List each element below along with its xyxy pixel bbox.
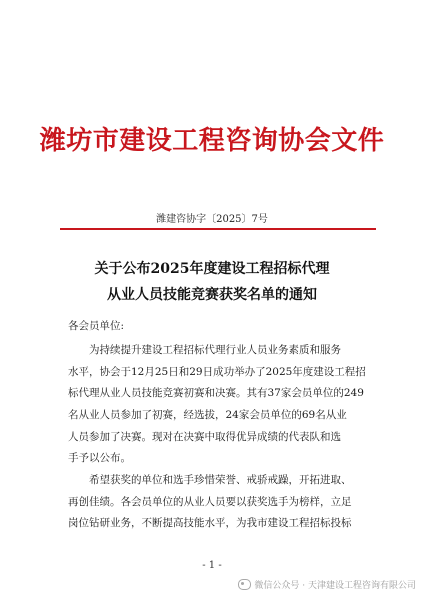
notice-title-line-1: 关于公布2025年度建设工程招标代理 bbox=[94, 261, 330, 277]
paragraph-line: 为持续提升建设工程招标代理行业人员业务素质和服务 bbox=[89, 344, 341, 356]
paragraph-line: 名从业人员参加了初赛，经选拔，24家会员单位的69名从业 bbox=[68, 409, 347, 422]
org-masthead-title: 潍坊市建设工程咨询协会文件 bbox=[39, 126, 385, 156]
paragraph-line: 手予以公布。 bbox=[68, 452, 131, 465]
paragraph-line: 再创佳绩。各会员单位的从业人员要以获奖选手为榜样，立足 bbox=[68, 495, 352, 508]
notice-title-line-2: 从业人员技能竞赛获奖名单的通知 bbox=[107, 287, 317, 303]
paragraph-line: 岗位钻研业务，不断提高技能水平，为我市建设工程招标投标 bbox=[68, 517, 352, 530]
salutation: 各会员单位: bbox=[68, 320, 125, 332]
paragraph-line: 希望获奖的单位和选手珍惜荣誉、戒骄戒躁，开拓进取、 bbox=[89, 474, 352, 486]
wechat-icon bbox=[238, 579, 251, 590]
document-number: 潍建咨协字〔2025〕7号 bbox=[156, 214, 268, 225]
paragraph-1 bbox=[68, 340, 370, 470]
watermark-text: 微信公众号 · 天津建设工程咨询有限公司 bbox=[254, 581, 416, 591]
masthead-divider bbox=[60, 228, 376, 230]
paragraph-line: 标代理从业人员技能竞赛初赛和决赛。其有37家会员单位的249 bbox=[68, 387, 364, 400]
paragraph-2 bbox=[68, 470, 370, 535]
paragraph-line: 人员参加了决赛。现对在决赛中取得优异成绩的代表队和选 bbox=[68, 430, 341, 443]
page-number: - 1 - bbox=[202, 560, 222, 571]
paragraph-line: 水平，协会于12月25日和29日成功举办了2025年度建设工程招 bbox=[68, 365, 366, 378]
watermark bbox=[238, 578, 416, 591]
